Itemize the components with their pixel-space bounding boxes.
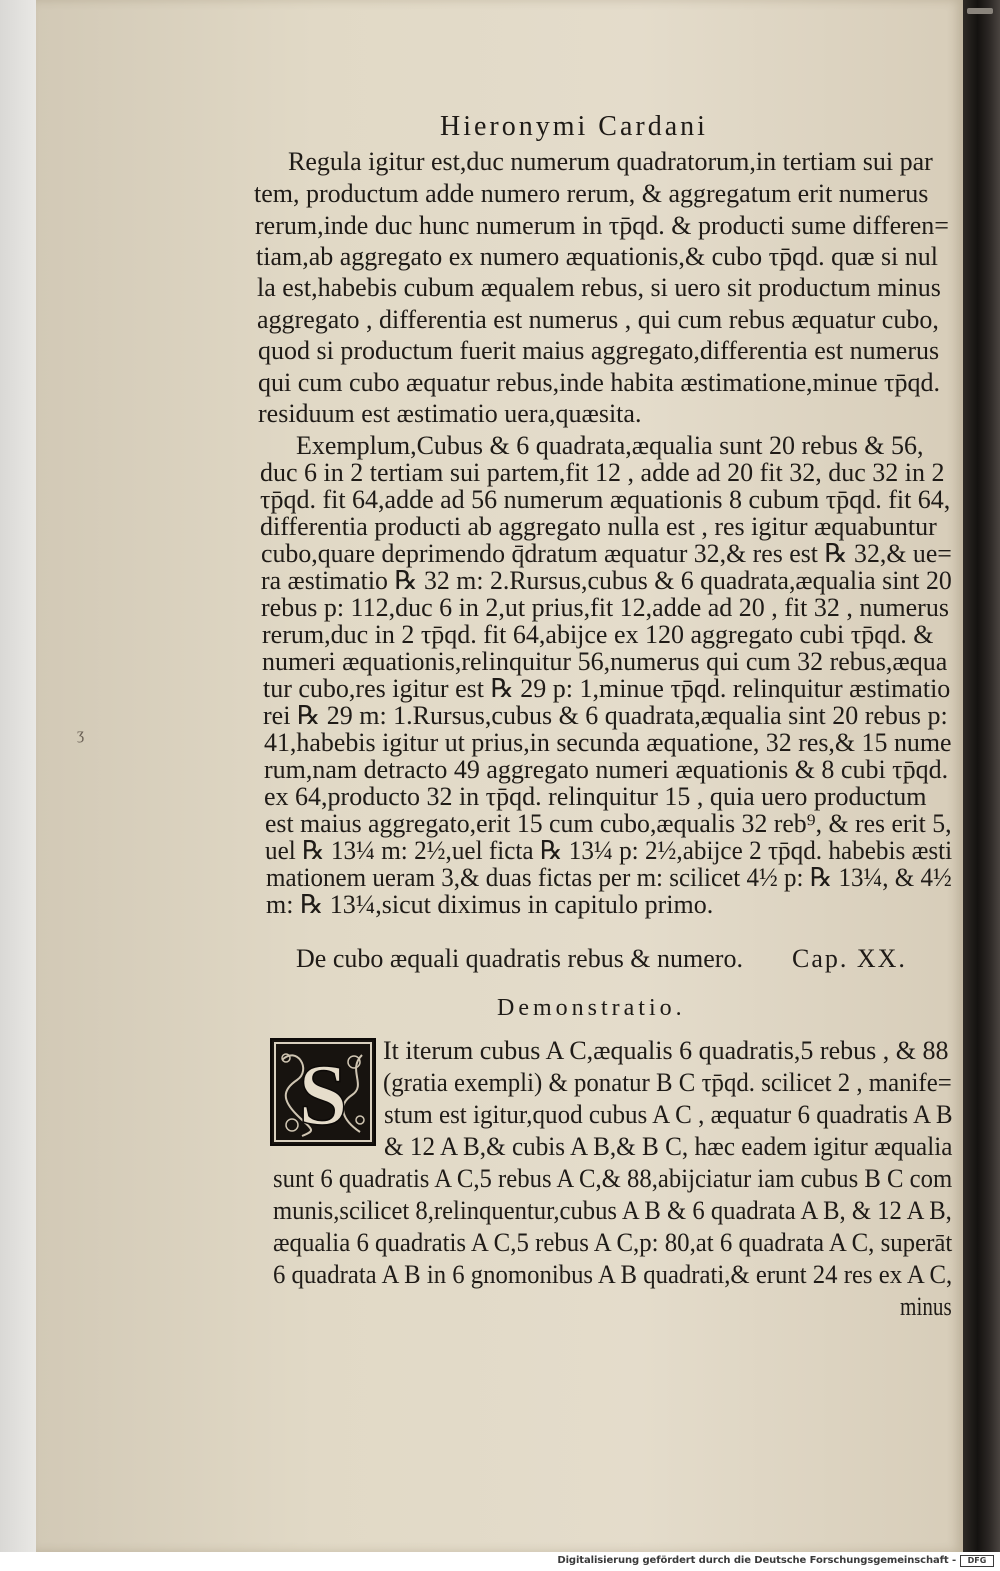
text-line: rerum,inde duc hunc numerum in τp̄qd. & producti sume differen= xyxy=(255,211,949,240)
text-line: est maius aggregato,erit 15 cum cubo,æqualis 32 reb⁹, & res erit 5, xyxy=(265,809,952,838)
text-line: rei ℞ 29 m: 1.Rursus,cubus & 6 quadrata,æqualia sint 20 rebus p: xyxy=(263,701,948,730)
text-line: differentia producti ab aggregato nulla est , res igitur æquabuntur xyxy=(260,512,937,541)
text-line: It iterum cubus A C,æqualis 6 quadratis,5 rebus , & 88 xyxy=(383,1036,949,1065)
text-line: la est,habebis cubum æqualem rebus, si uero sit productum minus xyxy=(257,273,941,302)
catchword: minus xyxy=(900,1292,952,1321)
margin-mark: ʒ xyxy=(77,726,85,743)
text-line: tur cubo,res igitur est ℞ 29 p: 1,minue τp̄qd. relinquitur æstimatio xyxy=(263,674,951,703)
text-line: stum est igitur,quod cubus A C , æquatur 6 quadratis A B xyxy=(384,1100,953,1129)
scan-background-left xyxy=(0,0,36,1552)
text-line: duc 6 in 2 tertiam sui partem,fit 12 , adde ad 20 fit 32, duc 32 in 2 xyxy=(260,458,945,487)
text-line: ex 64,producto 32 in τp̄qd. relinquitur 15 , quia uero productum xyxy=(264,782,927,811)
text-line: numeri æquationis,relinquitur 56,numerus qui cum 32 rebus,æqua xyxy=(262,647,948,676)
text-line: uel ℞ 13¼ m: 2½,uel ficta ℞ 13¼ p: 2½,abijce 2 τp̄qd. habebis æsti xyxy=(265,836,953,865)
decorated-initial xyxy=(270,1038,376,1146)
text-line: residuum est æstimatio uera,quæsita. xyxy=(258,399,642,428)
book-spine xyxy=(963,0,1000,1552)
chapter-label: Cap. XX. xyxy=(792,944,907,973)
section-title: Demonstratio. xyxy=(497,995,686,1021)
text-line: 6 quadrata A B in 6 gnomonibus A B quadrati,& erunt 24 res ex A C, xyxy=(273,1260,953,1289)
text-line: τp̄qd. fit 64,adde ad 56 numerum æquationis 8 cubum τp̄qd. fit 64, xyxy=(260,485,951,514)
dfg-logo-icon: DFG xyxy=(960,1555,994,1567)
text-line: tem, productum adde numero rerum, & aggregatum erit numerus xyxy=(254,179,929,208)
text-line: rerum,duc in 2 τp̄qd. fit 64,abijce ex 120 aggregato cubi τp̄qd. & xyxy=(262,620,934,649)
running-header: Hieronymi Cardani xyxy=(440,111,708,142)
text-line: Exemplum,Cubus & 6 quadrata,æqualia sunt 20 rebus & 56, xyxy=(296,431,924,460)
text-line: quod si productum fuerit maius aggregato,differentia est numerus xyxy=(258,336,940,365)
text-line: rebus p: 112,duc 6 in 2,ut prius,fit 12,adde ad 20 , fit 32 , numerus xyxy=(261,593,949,622)
spine-mark xyxy=(967,8,993,14)
text-line: Regula igitur est,duc numerum quadratorum,in tertiam sui par xyxy=(288,147,933,176)
text-line: mationem ueram 3,& duas fictas per m: scilicet 4½ p: ℞ 13¼, & 4½ xyxy=(266,863,952,892)
floral-ornament-icon xyxy=(272,1040,374,1144)
text-line: (gratia exempli) & ponatur B C τp̄qd. scilicet 2 , manife= xyxy=(383,1068,952,1097)
footer-credit: Digitalisierung gefördert durch die Deutsche Forschungsgemeinschaft - xyxy=(557,1555,956,1566)
text-line: æqualia 6 quadratis A C,5 rebus A C,p: 80,at 6 quadrata A C, superāt xyxy=(273,1228,953,1257)
dropcap-letter: S xyxy=(298,1047,348,1144)
text-line: munis,scilicet 8,relinquentur,cubus A B & 6 quadrata A B, & 12 A B, xyxy=(273,1196,952,1225)
text-line: & 12 A B,& cubis A B,& B C, hæc eadem igitur æqualia xyxy=(384,1132,953,1161)
text-line: m: ℞ 13¼,sicut diximus in capitulo primo. xyxy=(266,890,714,919)
text-line: 41,habebis igitur ut prius,in secunda æquatione, 32 res,& 15 nume xyxy=(264,728,952,757)
text-line: rum,nam detracto 49 aggregato numeri æquationis & 8 cubi τp̄qd. xyxy=(264,755,949,784)
text-line: cubo,quare deprimendo q̄dratum æquatur 32,& res est ℞ 32,& ue= xyxy=(261,539,952,568)
text-line: aggregato , differentia est numerus , qui cum rebus æquatur cubo, xyxy=(257,305,939,334)
chapter-title: De cubo æquali quadratis rebus & numero. xyxy=(296,944,743,973)
text-line: ra æstimatio ℞ 32 m: 2.Rursus,cubus & 6 quadrata,æqualia sint 20 xyxy=(261,566,952,595)
text-line: sunt 6 quadratis A C,5 rebus A C,& 88,abijciatur iam cubus B C com xyxy=(273,1164,953,1193)
text-line: qui cum cubo æquatur rebus,inde habita æstimatione,minue τp̄qd. xyxy=(258,368,940,397)
text-line: tiam,ab aggregato ex numero æquationis,& cubo τp̄qd. quæ si nul xyxy=(256,242,939,271)
